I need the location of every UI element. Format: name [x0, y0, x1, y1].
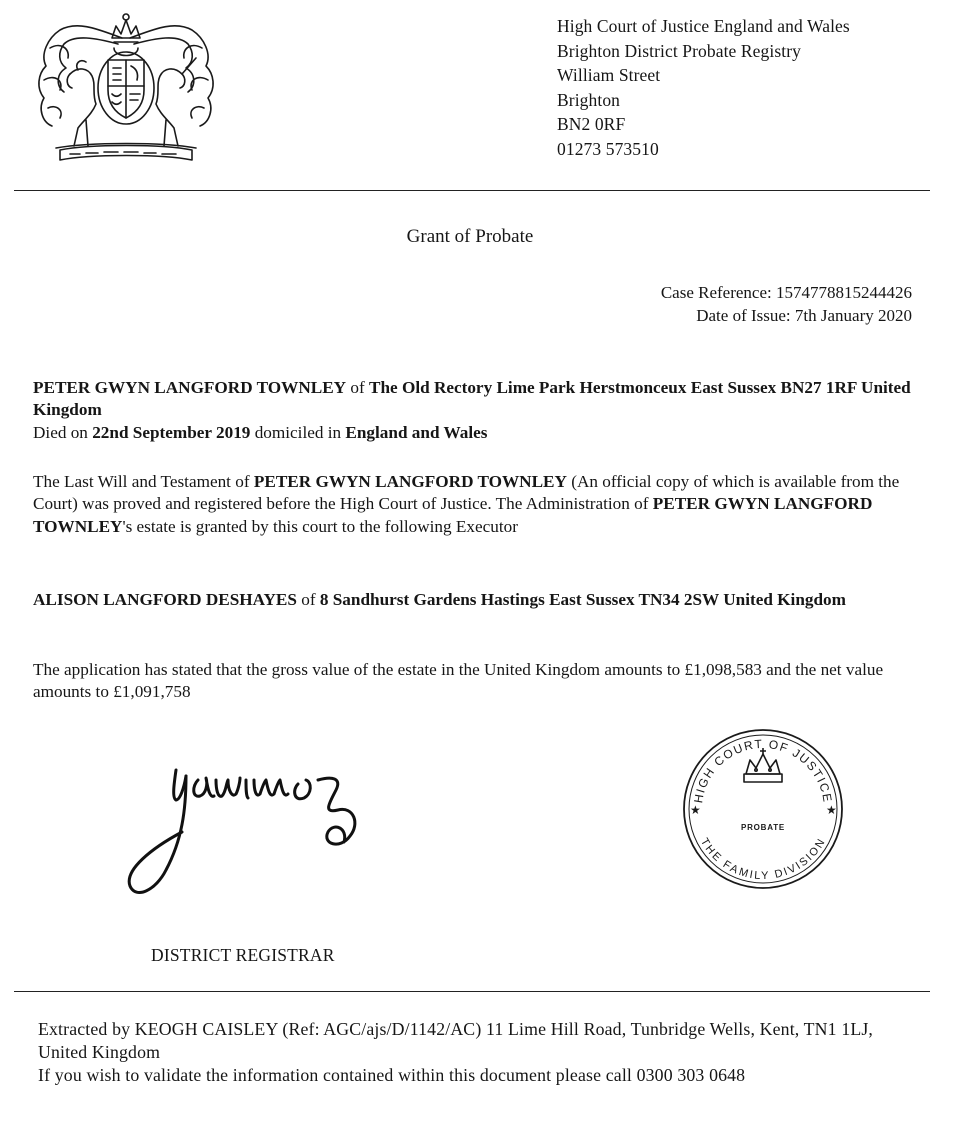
crown-icon [744, 748, 782, 782]
domiciled-text: domiciled in [250, 422, 346, 442]
will-text: (An official copy of which is available from the Court) was proved and registered before the High Court of Justice. The Administration of [33, 472, 900, 514]
death-date: 22nd September 2019 [92, 422, 251, 442]
address-line: BN2 0RF [557, 114, 626, 134]
will-text: The Last Will and Testament of [33, 472, 254, 491]
star-icon: ★ [690, 803, 701, 817]
address-line: Brighton [557, 89, 621, 110]
of-text: of [296, 590, 320, 609]
footer-divider [14, 991, 930, 992]
executor-details [33, 589, 913, 611]
deceased-address: The Old Rectory Lime Park Herstmonceux East Sussex BN27 1RF United Kingdom [33, 378, 911, 420]
validation-text: If you wish to validate the information contained within this document please call 0300 303 0648 [38, 1064, 746, 1085]
address-line: William Street [557, 65, 661, 85]
address-line: High Court of Justice England and Wales [557, 16, 850, 36]
case-references [661, 281, 912, 327]
executor-name: ALISON LANGFORD DESHAYES [33, 590, 297, 609]
seal-bottom-text: THE FAMILY DIVISION [697, 836, 829, 883]
signature-title: DISTRICT REGISTRAR [151, 945, 335, 965]
deceased-name: PETER GWYN LANGFORD TOWNLEY [33, 494, 873, 536]
seal-center-text: PROBATE [740, 823, 786, 832]
will-paragraph [33, 471, 913, 538]
case-reference: Case Reference: 1574778815244426 [660, 283, 912, 302]
svg-text:THE FAMILY DIVISION [698, 836, 829, 882]
deceased-name: PETER GWYN LANGFORD TOWNLEY [33, 378, 347, 397]
seal-top-text: HIGH COURT OF JUSTICE [691, 736, 835, 805]
will-text: 's estate is granted by this court to the following Executor [122, 516, 518, 536]
extracted-by-text: Extracted by KEOGH CAISLEY (Ref: AGC/ajs/D/1142/AC) 11 Lime Hill Road, Tunbridge Wells, Kent, TN1 1LJ, United Kingdom [38, 1019, 874, 1062]
domicile: England and Wales [345, 422, 488, 442]
document-title: Grant of Probate [406, 226, 534, 247]
deceased-name: PETER GWYN LANGFORD TOWNLEY [253, 472, 567, 491]
estate-value: The application has stated that the gross value of the estate in the United Kingdom amounts to £1,098,583 and the net value amounts to £1,091,758 [33, 660, 884, 702]
of-text: of [346, 378, 369, 397]
star-icon: ★ [826, 803, 837, 817]
died-on-text: Died on [33, 422, 93, 442]
footer [38, 1018, 898, 1086]
court-seal [680, 726, 846, 892]
address-line: 01273 573510 [557, 138, 659, 159]
deceased-details [33, 377, 913, 444]
address-line: Brighton District Probate Registry [557, 40, 801, 61]
registry-address [557, 14, 850, 161]
date-of-issue: Date of Issue: 7th January 2020 [696, 306, 912, 325]
registrar-signature-icon [122, 740, 384, 902]
executor-address: 8 Sandhurst Gardens Hastings East Sussex TN34 2SW United Kingdom [319, 590, 846, 609]
royal-coat-of-arms-icon [30, 8, 222, 164]
header-divider [14, 190, 930, 191]
